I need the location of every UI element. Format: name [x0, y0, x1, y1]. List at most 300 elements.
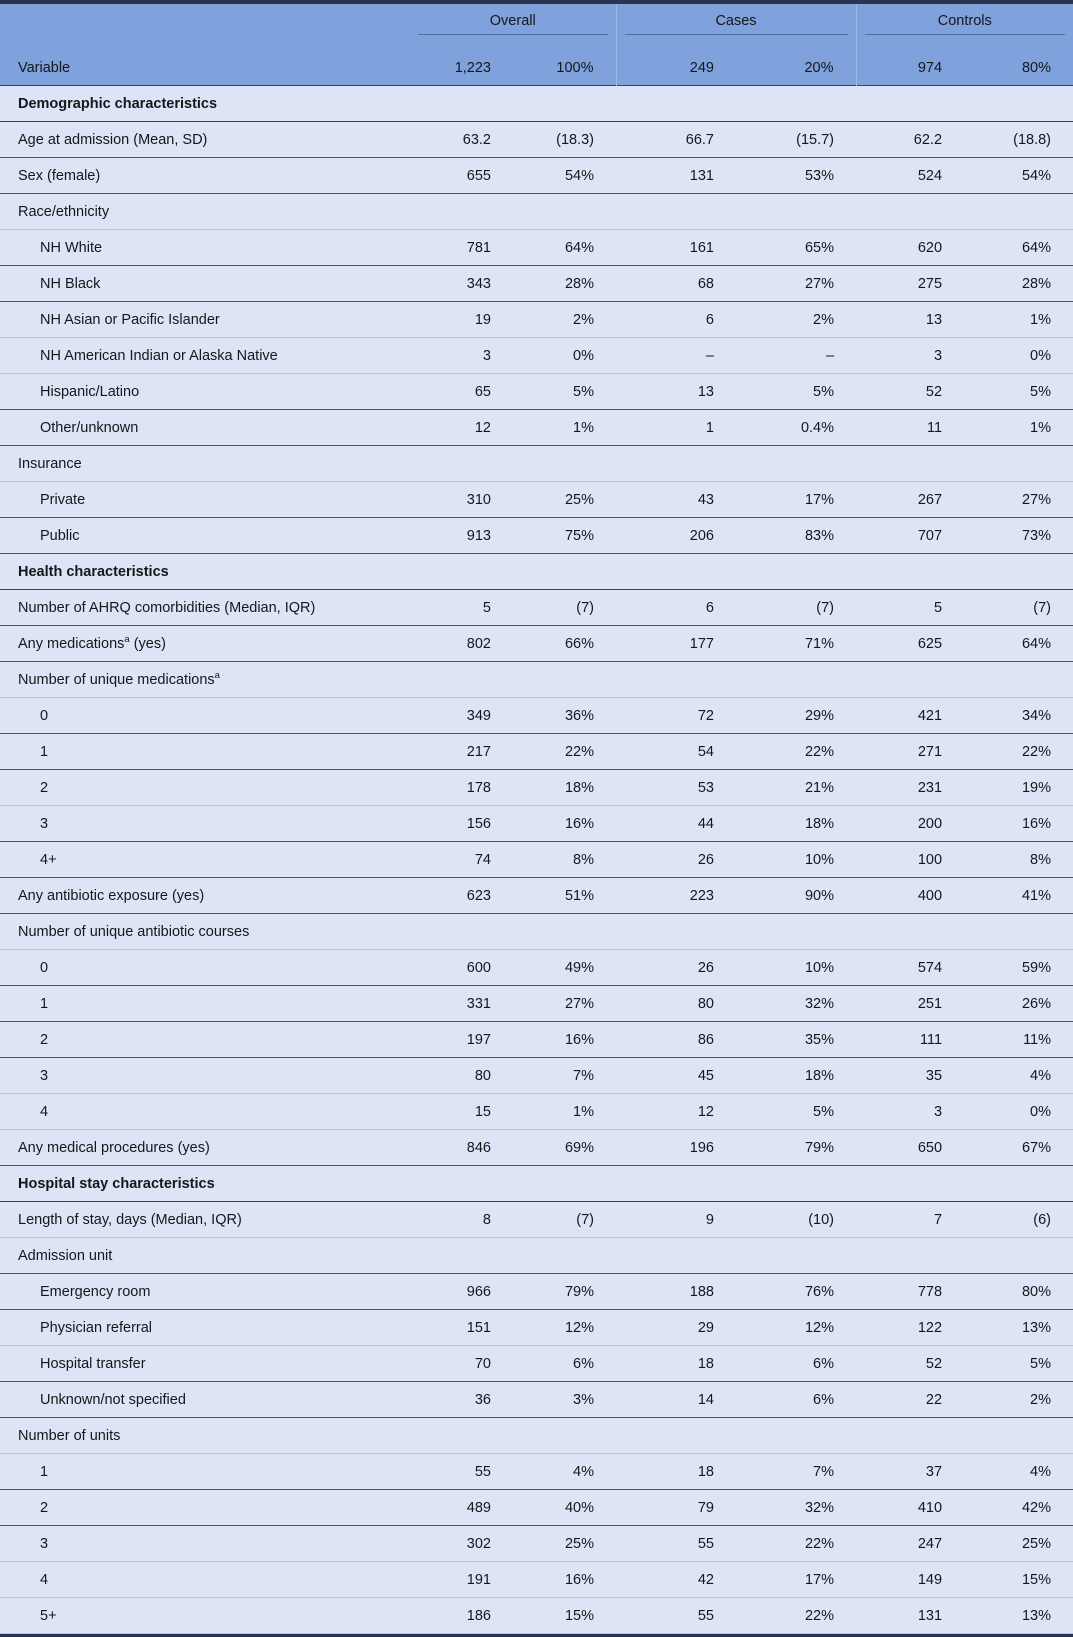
- cell-overall-pct: 66%: [513, 626, 616, 662]
- row-label: Health characteristics: [0, 554, 410, 590]
- row-label: 3: [0, 1058, 410, 1094]
- cell-cases-pct: 12%: [736, 1310, 856, 1346]
- cell-controls-n: 778: [856, 1274, 964, 1310]
- cell-cases-pct: 27%: [736, 266, 856, 302]
- cell-cases-pct: 65%: [736, 230, 856, 266]
- cell-controls-pct: 25%: [964, 1526, 1073, 1562]
- cell-cases-pct: 22%: [736, 1526, 856, 1562]
- cell-cases-pct: 6%: [736, 1382, 856, 1418]
- cell-cases-pct: (7): [736, 590, 856, 626]
- cell-cases-pct: 6%: [736, 1346, 856, 1382]
- row-label: 0: [0, 950, 410, 986]
- cell-cases-pct: 22%: [736, 734, 856, 770]
- cell-overall-n: [410, 1418, 513, 1454]
- cell-controls-n: 400: [856, 878, 964, 914]
- cell-controls-pct: 1%: [964, 302, 1073, 338]
- cell-overall-pct: [513, 554, 616, 590]
- cell-overall-pct: 69%: [513, 1130, 616, 1166]
- cell-cases-pct: 2%: [736, 302, 856, 338]
- table-row: [0, 338, 1073, 374]
- cell-overall-pct: 49%: [513, 950, 616, 986]
- cell-controls-pct: 4%: [964, 1058, 1073, 1094]
- table-row: [0, 1094, 1073, 1130]
- column-header-controls-pct: 80%: [964, 40, 1073, 86]
- cell-cases-pct: [736, 914, 856, 950]
- cell-overall-pct: 12%: [513, 1310, 616, 1346]
- row-label: 3: [0, 1526, 410, 1562]
- table-row: [0, 1130, 1073, 1166]
- cell-overall-pct: 7%: [513, 1058, 616, 1094]
- cell-controls-n: 267: [856, 482, 964, 518]
- table-row: [0, 1526, 1073, 1562]
- cell-overall-n: [410, 1238, 513, 1274]
- row-label: Emergency room: [0, 1274, 410, 1310]
- cell-cases-n: [616, 914, 736, 950]
- cell-controls-pct: 22%: [964, 734, 1073, 770]
- row-label: Private: [0, 482, 410, 518]
- cell-controls-pct: [964, 914, 1073, 950]
- cell-cases-n: [616, 1166, 736, 1202]
- row-label: Length of stay, days (Median, IQR): [0, 1202, 410, 1238]
- cell-controls-n: 149: [856, 1562, 964, 1598]
- cell-overall-pct: 16%: [513, 806, 616, 842]
- cell-cases-pct: 17%: [736, 1562, 856, 1598]
- cell-overall-pct: [513, 662, 616, 698]
- cell-overall-pct: [513, 86, 616, 122]
- cell-overall-pct: 2%: [513, 302, 616, 338]
- cell-cases-n: [616, 86, 736, 122]
- cell-cases-pct: [736, 446, 856, 482]
- table-row: [0, 1598, 1073, 1634]
- table-row: [0, 266, 1073, 302]
- cell-overall-n: 15: [410, 1094, 513, 1130]
- row-label: Admission unit: [0, 1238, 410, 1274]
- cell-overall-pct: [513, 1418, 616, 1454]
- cell-controls-n: 410: [856, 1490, 964, 1526]
- cell-overall-n: [410, 194, 513, 230]
- cell-controls-n: 524: [856, 158, 964, 194]
- row-label: 1: [0, 1454, 410, 1490]
- cell-overall-n: [410, 662, 513, 698]
- cell-cases-n: –: [616, 338, 736, 374]
- cell-overall-pct: 15%: [513, 1598, 616, 1634]
- cell-controls-pct: 16%: [964, 806, 1073, 842]
- cell-controls-pct: 42%: [964, 1490, 1073, 1526]
- cell-controls-pct: 13%: [964, 1598, 1073, 1634]
- cell-cases-pct: 10%: [736, 950, 856, 986]
- table-row: [0, 1238, 1073, 1274]
- cell-cases-n: 26: [616, 842, 736, 878]
- column-header-cases-n: 249: [616, 40, 736, 86]
- cell-controls-pct: [964, 194, 1073, 230]
- cell-cases-n: 53: [616, 770, 736, 806]
- table-body: [0, 86, 1073, 1634]
- cell-cases-n: 44: [616, 806, 736, 842]
- cell-cases-pct: 32%: [736, 1490, 856, 1526]
- row-label: NH Asian or Pacific Islander: [0, 302, 410, 338]
- cell-controls-pct: 4%: [964, 1454, 1073, 1490]
- cell-overall-n: [410, 446, 513, 482]
- cell-overall-pct: [513, 194, 616, 230]
- table-row: [0, 158, 1073, 194]
- cell-controls-pct: [964, 1418, 1073, 1454]
- cell-controls-n: 52: [856, 1346, 964, 1382]
- cell-controls-pct: 34%: [964, 698, 1073, 734]
- cell-overall-pct: 27%: [513, 986, 616, 1022]
- cell-cases-n: 42: [616, 1562, 736, 1598]
- cell-cases-pct: 76%: [736, 1274, 856, 1310]
- cell-controls-n: 625: [856, 626, 964, 662]
- cell-overall-pct: 0%: [513, 338, 616, 374]
- cell-cases-n: 1: [616, 410, 736, 446]
- cell-controls-n: [856, 554, 964, 590]
- cell-overall-pct: 6%: [513, 1346, 616, 1382]
- cell-cases-n: 54: [616, 734, 736, 770]
- cell-cases-n: 196: [616, 1130, 736, 1166]
- cell-cases-pct: 22%: [736, 1598, 856, 1634]
- cell-overall-pct: 22%: [513, 734, 616, 770]
- cell-controls-pct: [964, 554, 1073, 590]
- cell-cases-n: [616, 662, 736, 698]
- cell-cases-pct: [736, 1166, 856, 1202]
- column-count-row: [0, 40, 1073, 86]
- cell-cases-n: 79: [616, 1490, 736, 1526]
- table-row: [0, 518, 1073, 554]
- cell-controls-pct: (6): [964, 1202, 1073, 1238]
- row-label: NH Black: [0, 266, 410, 302]
- cell-controls-pct: 26%: [964, 986, 1073, 1022]
- cell-cases-n: 55: [616, 1526, 736, 1562]
- row-label: NH White: [0, 230, 410, 266]
- row-label: Physician referral: [0, 1310, 410, 1346]
- cell-overall-n: 966: [410, 1274, 513, 1310]
- cell-controls-pct: 2%: [964, 1382, 1073, 1418]
- table-row: [0, 1310, 1073, 1346]
- cell-controls-pct: 80%: [964, 1274, 1073, 1310]
- cell-cases-n: 55: [616, 1598, 736, 1634]
- cell-cases-n: 13: [616, 374, 736, 410]
- column-group-row: [0, 4, 1073, 40]
- cell-overall-pct: 5%: [513, 374, 616, 410]
- cell-cases-pct: 0.4%: [736, 410, 856, 446]
- cell-overall-pct: 18%: [513, 770, 616, 806]
- cell-overall-n: 70: [410, 1346, 513, 1382]
- cell-controls-pct: (18.8): [964, 122, 1073, 158]
- section-header-row: [0, 86, 1073, 122]
- cell-controls-n: [856, 1166, 964, 1202]
- cell-controls-pct: [964, 86, 1073, 122]
- cell-cases-n: 68: [616, 266, 736, 302]
- table-row: [0, 698, 1073, 734]
- cell-controls-n: 37: [856, 1454, 964, 1490]
- cell-overall-pct: 25%: [513, 1526, 616, 1562]
- cell-overall-pct: 16%: [513, 1022, 616, 1058]
- column-header-controls-n: 974: [856, 40, 964, 86]
- cell-controls-pct: 41%: [964, 878, 1073, 914]
- cell-controls-pct: 64%: [964, 626, 1073, 662]
- table-row: [0, 806, 1073, 842]
- cell-cases-pct: [736, 1238, 856, 1274]
- cell-cases-pct: –: [736, 338, 856, 374]
- cell-cases-pct: 5%: [736, 374, 856, 410]
- cell-cases-pct: 10%: [736, 842, 856, 878]
- row-label: 2: [0, 1490, 410, 1526]
- table-row: [0, 770, 1073, 806]
- cell-controls-n: 7: [856, 1202, 964, 1238]
- column-header-overall-pct: 100%: [513, 40, 616, 86]
- cell-cases-n: 6: [616, 302, 736, 338]
- cell-controls-pct: 64%: [964, 230, 1073, 266]
- cell-controls-pct: 13%: [964, 1310, 1073, 1346]
- cell-overall-pct: 40%: [513, 1490, 616, 1526]
- row-label: 1: [0, 986, 410, 1022]
- section-header-row: [0, 1166, 1073, 1202]
- row-label: Unknown/not specified: [0, 1382, 410, 1418]
- cell-cases-n: 18: [616, 1454, 736, 1490]
- cell-controls-n: 122: [856, 1310, 964, 1346]
- cell-overall-n: [410, 914, 513, 950]
- table-row: [0, 986, 1073, 1022]
- cell-overall-n: 80: [410, 1058, 513, 1094]
- cell-cases-n: [616, 194, 736, 230]
- cell-controls-pct: 19%: [964, 770, 1073, 806]
- table-row: [0, 878, 1073, 914]
- group-label-controls: Controls: [937, 13, 992, 29]
- cell-cases-pct: (10): [736, 1202, 856, 1238]
- cell-cases-n: 29: [616, 1310, 736, 1346]
- cell-overall-n: 600: [410, 950, 513, 986]
- cell-controls-n: 13: [856, 302, 964, 338]
- cell-cases-pct: [736, 1418, 856, 1454]
- cell-cases-n: 223: [616, 878, 736, 914]
- cell-controls-n: 62.2: [856, 122, 964, 158]
- cell-controls-pct: 8%: [964, 842, 1073, 878]
- row-label: Demographic characteristics: [0, 86, 410, 122]
- footnote-marker: a: [124, 633, 130, 645]
- cell-cases-pct: 5%: [736, 1094, 856, 1130]
- row-label: 2: [0, 770, 410, 806]
- cell-cases-n: 177: [616, 626, 736, 662]
- row-label: Number of unique medications$^a$: [0, 662, 410, 698]
- cell-controls-pct: 15%: [964, 1562, 1073, 1598]
- cell-overall-pct: 8%: [513, 842, 616, 878]
- row-label: Race/ethnicity: [0, 194, 410, 230]
- table-row: [0, 1562, 1073, 1598]
- row-label: Hospital stay characteristics: [0, 1166, 410, 1202]
- cell-controls-n: 247: [856, 1526, 964, 1562]
- cell-overall-pct: [513, 914, 616, 950]
- cell-controls-n: 421: [856, 698, 964, 734]
- cell-overall-n: 12: [410, 410, 513, 446]
- row-label: Other/unknown: [0, 410, 410, 446]
- cell-cases-pct: 17%: [736, 482, 856, 518]
- cell-overall-n: 349: [410, 698, 513, 734]
- cell-cases-pct: [736, 86, 856, 122]
- cell-controls-n: 574: [856, 950, 964, 986]
- table-row: [0, 1490, 1073, 1526]
- cell-cases-n: 80: [616, 986, 736, 1022]
- cell-overall-pct: [513, 1166, 616, 1202]
- cell-controls-n: [856, 1238, 964, 1274]
- cell-controls-n: [856, 86, 964, 122]
- row-label: 4+: [0, 842, 410, 878]
- cell-cases-pct: 18%: [736, 1058, 856, 1094]
- table-row: [0, 842, 1073, 878]
- cell-controls-n: 11: [856, 410, 964, 446]
- cell-controls-n: 650: [856, 1130, 964, 1166]
- row-label: 2: [0, 1022, 410, 1058]
- cell-cases-pct: 53%: [736, 158, 856, 194]
- cell-controls-pct: [964, 662, 1073, 698]
- cell-overall-n: [410, 1166, 513, 1202]
- cell-overall-pct: 16%: [513, 1562, 616, 1598]
- table-row: [0, 1022, 1073, 1058]
- row-label: Hispanic/Latino: [0, 374, 410, 410]
- cell-cases-n: 66.7: [616, 122, 736, 158]
- cell-overall-n: 3: [410, 338, 513, 374]
- table-row: [0, 410, 1073, 446]
- cell-cases-n: [616, 446, 736, 482]
- cell-controls-pct: 28%: [964, 266, 1073, 302]
- cell-controls-n: 3: [856, 338, 964, 374]
- cell-controls-n: 231: [856, 770, 964, 806]
- table-header: [0, 4, 1073, 86]
- cell-controls-pct: 59%: [964, 950, 1073, 986]
- table-row: [0, 302, 1073, 338]
- table-row: [0, 1058, 1073, 1094]
- cell-overall-n: 74: [410, 842, 513, 878]
- cell-cases-pct: 35%: [736, 1022, 856, 1058]
- cell-controls-n: 251: [856, 986, 964, 1022]
- cell-controls-pct: 1%: [964, 410, 1073, 446]
- row-label: NH American Indian or Alaska Native: [0, 338, 410, 374]
- table-row: [0, 194, 1073, 230]
- cell-overall-n: 186: [410, 1598, 513, 1634]
- row-label: Public: [0, 518, 410, 554]
- cell-overall-pct: 36%: [513, 698, 616, 734]
- table-row: [0, 230, 1073, 266]
- cell-controls-n: [856, 662, 964, 698]
- cell-cases-pct: 7%: [736, 1454, 856, 1490]
- cell-overall-n: 623: [410, 878, 513, 914]
- cell-cases-n: 72: [616, 698, 736, 734]
- cell-cases-n: 18: [616, 1346, 736, 1382]
- row-label: 4: [0, 1562, 410, 1598]
- cell-overall-n: 156: [410, 806, 513, 842]
- row-label: Sex (female): [0, 158, 410, 194]
- cell-controls-pct: 5%: [964, 1346, 1073, 1382]
- cell-controls-n: 3: [856, 1094, 964, 1130]
- cell-cases-n: 6: [616, 590, 736, 626]
- cell-controls-pct: 54%: [964, 158, 1073, 194]
- column-group-controls: [856, 4, 1073, 40]
- cell-cases-pct: 79%: [736, 1130, 856, 1166]
- cell-overall-n: 151: [410, 1310, 513, 1346]
- cell-overall-n: 802: [410, 626, 513, 662]
- section-header-row: [0, 554, 1073, 590]
- cell-cases-n: 131: [616, 158, 736, 194]
- table-row: [0, 590, 1073, 626]
- cell-cases-pct: 21%: [736, 770, 856, 806]
- cell-controls-n: [856, 194, 964, 230]
- row-label: Any antibiotic exposure (yes): [0, 878, 410, 914]
- column-group-cases: [616, 4, 856, 40]
- cell-controls-pct: 0%: [964, 338, 1073, 374]
- cell-overall-n: 191: [410, 1562, 513, 1598]
- row-label: Hospital transfer: [0, 1346, 410, 1382]
- cell-controls-n: 52: [856, 374, 964, 410]
- cell-overall-n: 5: [410, 590, 513, 626]
- cell-controls-n: [856, 446, 964, 482]
- cell-controls-pct: 5%: [964, 374, 1073, 410]
- row-label: 0: [0, 698, 410, 734]
- table-row: [0, 1382, 1073, 1418]
- row-label: Age at admission (Mean, SD): [0, 122, 410, 158]
- cell-cases-pct: 18%: [736, 806, 856, 842]
- row-label: 1: [0, 734, 410, 770]
- cell-overall-n: 178: [410, 770, 513, 806]
- cell-controls-pct: 0%: [964, 1094, 1073, 1130]
- cell-controls-n: 620: [856, 230, 964, 266]
- cell-cases-n: 45: [616, 1058, 736, 1094]
- cell-overall-n: 343: [410, 266, 513, 302]
- footnote-marker: a: [214, 669, 220, 681]
- cell-cases-pct: [736, 662, 856, 698]
- column-header-cases-pct: 20%: [736, 40, 856, 86]
- cell-cases-n: 188: [616, 1274, 736, 1310]
- cell-cases-pct: 71%: [736, 626, 856, 662]
- cell-overall-n: [410, 86, 513, 122]
- cell-overall-pct: 79%: [513, 1274, 616, 1310]
- row-label: Any medical procedures (yes): [0, 1130, 410, 1166]
- cell-controls-n: 100: [856, 842, 964, 878]
- cell-overall-n: 913: [410, 518, 513, 554]
- row-label: Number of unique antibiotic courses: [0, 914, 410, 950]
- cell-cases-n: 12: [616, 1094, 736, 1130]
- cell-cases-n: [616, 1238, 736, 1274]
- row-label: 5+: [0, 1598, 410, 1634]
- cell-overall-n: 331: [410, 986, 513, 1022]
- group-label-overall: Overall: [489, 13, 536, 29]
- cell-overall-n: [410, 554, 513, 590]
- table-row: [0, 950, 1073, 986]
- table-row: [0, 1202, 1073, 1238]
- cell-overall-pct: (7): [513, 1202, 616, 1238]
- table-row: [0, 122, 1073, 158]
- row-label: Number of AHRQ comorbidities (Median, IQR): [0, 590, 410, 626]
- cell-overall-pct: 28%: [513, 266, 616, 302]
- cell-cases-n: 43: [616, 482, 736, 518]
- cell-overall-pct: 4%: [513, 1454, 616, 1490]
- cell-cases-pct: 90%: [736, 878, 856, 914]
- group-header-blank: [0, 4, 410, 40]
- column-group-overall: [410, 4, 616, 40]
- cell-overall-n: 55: [410, 1454, 513, 1490]
- cell-cases-pct: (15.7): [736, 122, 856, 158]
- cell-overall-pct: 64%: [513, 230, 616, 266]
- table-row: [0, 374, 1073, 410]
- cell-cases-pct: 83%: [736, 518, 856, 554]
- cell-cases-pct: [736, 194, 856, 230]
- cell-overall-n: 489: [410, 1490, 513, 1526]
- table-row: [0, 1274, 1073, 1310]
- column-header-variable: Variable: [0, 40, 410, 86]
- cell-cases-pct: 32%: [736, 986, 856, 1022]
- cell-cases-n: 14: [616, 1382, 736, 1418]
- group-label-cases: Cases: [715, 13, 757, 29]
- cell-overall-pct: [513, 1238, 616, 1274]
- row-label: Any medications$^a$ (yes): [0, 626, 410, 662]
